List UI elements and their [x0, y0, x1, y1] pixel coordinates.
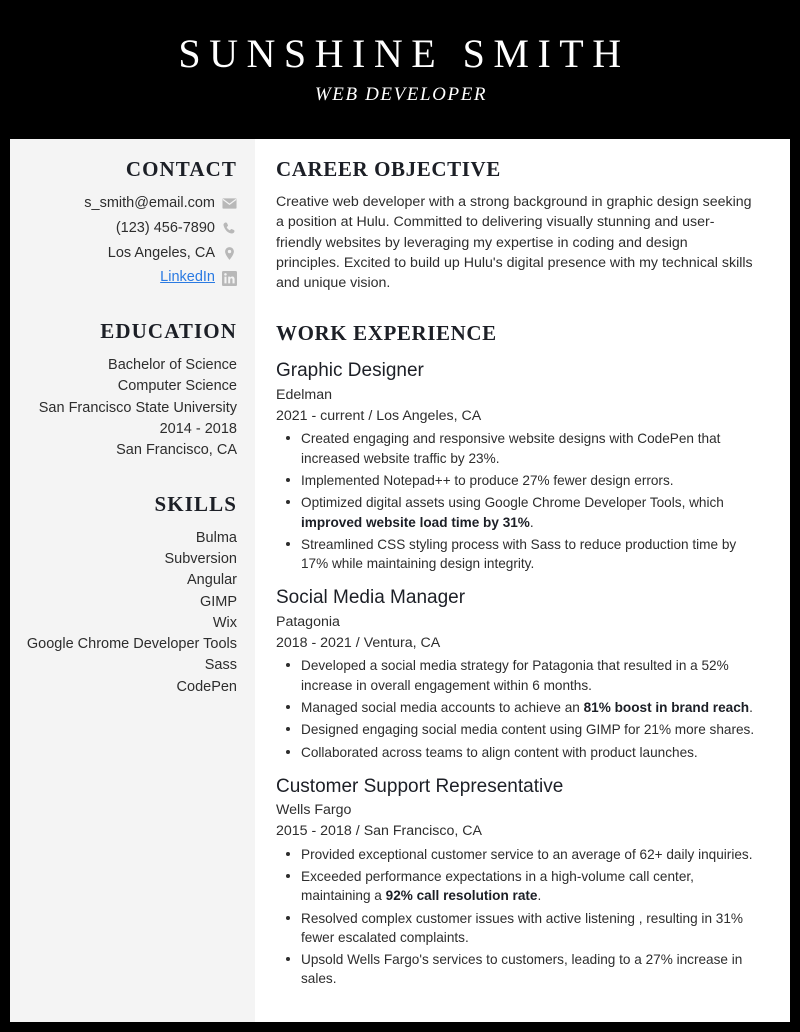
- location-pin-icon: [222, 246, 237, 261]
- job-meta: [276, 821, 755, 842]
- job-bullet: [276, 845, 755, 864]
- job-meta: [276, 633, 755, 654]
- skill-item: Subversion: [164, 550, 237, 567]
- job-bullet: [276, 720, 755, 739]
- bullet-text-tail: .: [749, 699, 753, 715]
- contact-item-text: s_smith@email.com: [84, 195, 215, 211]
- skill-item: Bulma: [195, 529, 237, 546]
- job-bullet-list: [276, 845, 755, 989]
- education-list: [22, 355, 237, 462]
- envelope-icon: [222, 196, 237, 211]
- bullet-text: Managed social media accounts to achieve an: [301, 699, 584, 715]
- education-line: Computer Science: [117, 378, 237, 395]
- contact-item: [22, 243, 237, 265]
- candidate-role: WEB DEVELOPER: [314, 84, 488, 105]
- job-location: Los Angeles, CA: [376, 407, 482, 424]
- bullet-text-tail: .: [529, 514, 534, 530]
- skill-item: Wix: [212, 614, 237, 631]
- bullet-text: Optimized digital assets using Google Chrome Developer Tools, which: [301, 495, 724, 511]
- candidate-name: SUNSHINE SMITH: [178, 31, 630, 76]
- bullet-text: Resolved complex customer issues with active listening , resulting in 31% fewer escalated complaints.: [301, 910, 743, 945]
- bullet-text: Collaborated across teams to align content with product launches.: [301, 744, 698, 760]
- job-dates: 2021 - current: [276, 407, 365, 424]
- sidebar: [10, 139, 255, 1022]
- job-entry: [276, 586, 755, 761]
- contact-list: [22, 193, 237, 289]
- work-experience-heading: WORK EXPERIENCE: [276, 321, 497, 346]
- bullet-text: Developed a social media strategy for Patagonia that resulted in a 52% increase in overall engagement within 6 months.: [301, 658, 729, 693]
- skills-section: [22, 492, 237, 699]
- contact-item: [22, 193, 237, 215]
- job-bullet: [276, 471, 755, 490]
- contact-item-text: Los Angeles, CA: [107, 244, 215, 261]
- job-title: Social Media Manager: [276, 587, 466, 609]
- resume-body: [10, 139, 790, 1022]
- education-line: San Francisco State University: [38, 399, 237, 416]
- skill-item: Angular: [187, 572, 237, 589]
- job-bullet-list: [276, 429, 755, 573]
- education-section: [22, 319, 237, 462]
- skill-item: CodePen: [176, 678, 237, 695]
- linkedin-link[interactable]: LinkedIn: [160, 269, 215, 286]
- bullet-text: Designed engaging social media content using GIMP for 21% more shares.: [301, 722, 755, 738]
- job-bullet: [276, 867, 755, 906]
- bullet-text: Implemented Notepad++ to produce 27% fewer design errors.: [301, 472, 674, 488]
- job-dates: 2018 - 2021: [276, 634, 352, 651]
- contact-item: [22, 218, 237, 240]
- contact-heading: CONTACT: [125, 157, 237, 181]
- bullet-text: Created engaging and responsive website designs with CodePen that increased website traffic by 23%.: [301, 431, 721, 466]
- skill-item: Sass: [204, 657, 237, 674]
- job-company: Wells Fargo: [276, 802, 352, 819]
- education-heading: EDUCATION: [100, 319, 237, 343]
- job-title: Graphic Designer: [276, 360, 424, 382]
- bullet-text: Upsold Wells Fargo's services to customers, leading to a 27% increase in sales.: [301, 952, 743, 987]
- job-meta: [276, 406, 755, 427]
- job-meta-separator: /: [355, 823, 360, 840]
- job-bullet: [276, 493, 755, 532]
- skills-heading: SKILLS: [154, 491, 237, 516]
- skill-item: GIMP: [199, 593, 237, 610]
- career-objective-section: [276, 157, 755, 293]
- contact-item-text: (123) 456-7890: [115, 219, 215, 236]
- job-meta-separator: /: [368, 407, 373, 424]
- linkedin-icon: [222, 271, 237, 286]
- job-title: Customer Support Representative: [276, 775, 564, 797]
- education-line: San Francisco, CA: [116, 442, 237, 459]
- job-bullet: [276, 429, 755, 468]
- education-line: Bachelor of Science: [108, 357, 237, 373]
- job-bullet: [276, 535, 755, 574]
- job-company: Patagonia: [276, 614, 340, 631]
- bullet-text: Streamlined CSS styling process with Sass to reduce production time by 17% while maintaining design integrity.: [301, 536, 737, 572]
- skills-list: [22, 528, 237, 699]
- skill-item: Google Chrome Developer Tools: [26, 636, 237, 653]
- job-entry: [276, 359, 755, 573]
- job-dates: 2015 - 2018: [276, 823, 352, 840]
- job-bullet: [276, 909, 755, 948]
- bullet-highlight: 81% boost in brand reach: [583, 699, 750, 715]
- bullet-text: Provided exceptional customer service to an average of 62+ daily inquiries.: [301, 846, 753, 862]
- work-experience-section: [276, 321, 755, 988]
- job-company: Edelman: [276, 387, 332, 404]
- resume-header: [0, 0, 800, 131]
- career-objective-text: Creative web developer with a strong background in graphic design seeking a position at Hulu. Committed to delivering visually stunning and user-friendly websites by leveraging my expertise in coding and design principles. Excited to build up Hulu's digital presence with my technical skills and unique vision.: [276, 194, 753, 292]
- job-list: [276, 359, 755, 988]
- phone-icon: [222, 221, 237, 236]
- job-bullet: [276, 743, 755, 762]
- bullet-text-tail: .: [537, 888, 542, 904]
- job-bullet: [276, 698, 755, 717]
- job-location: Ventura, CA: [363, 634, 441, 651]
- bullet-highlight: improved website load time by 31%: [301, 514, 530, 530]
- job-location: San Francisco, CA: [363, 823, 482, 840]
- job-bullet: [276, 950, 755, 989]
- career-objective-heading: CAREER OBJECTIVE: [276, 157, 501, 181]
- job-meta-separator: /: [355, 634, 360, 651]
- contact-section: [22, 157, 237, 289]
- job-entry: [276, 775, 755, 989]
- job-bullet-list: [276, 656, 755, 761]
- contact-item[interactable]: [22, 267, 237, 289]
- job-bullet: [276, 656, 755, 695]
- main-content: [255, 139, 790, 1022]
- bullet-highlight: 92% call resolution rate: [385, 888, 538, 904]
- bullet-text: Exceeded performance expectations in a high-volume call center, maintaining a: [301, 868, 694, 904]
- education-line: 2014 - 2018: [159, 420, 237, 437]
